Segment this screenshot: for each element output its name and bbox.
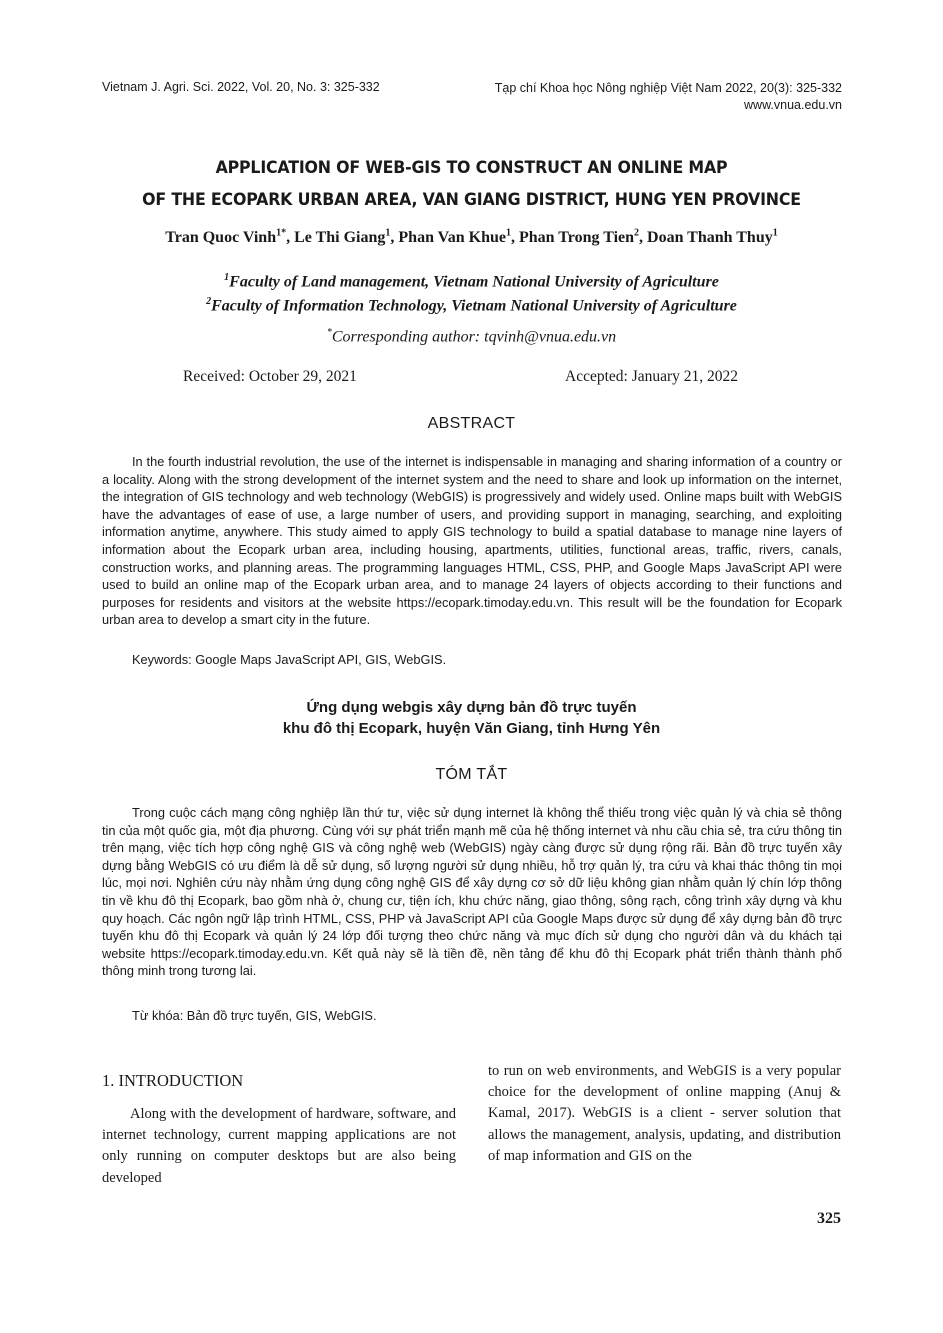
vietnamese-title-line1: Ứng dụng webgis xây dựng bản đồ trực tuyến (306, 699, 637, 716)
author: Doan Thanh Thuy$^1$ (647, 228, 778, 247)
paper-title-line2: OF THE ECOPARK URBAN AREA, VAN GIANG DISTRICT, HUNG YEN PROVINCE (142, 190, 801, 210)
journal-citation-en: Vietnam J. Agri. Sci. 2022, Vol. 20, No. 3: 325-332 (102, 80, 380, 94)
journal-citation-vn-line: Tạp chí Khoa học Nông nghiệp Việt Nam 2022, 20(3): 325-332 (494, 81, 842, 95)
author: Phan Trong Tien$^2$, (519, 228, 648, 247)
paper-title-line1: APPLICATION OF WEB-GIS TO CONSTRUCT AN ONLINE MAP (215, 158, 728, 178)
vietnamese-title-line2: khu đô thị Ecopark, huyện Văn Giang, tỉnh Hưng Yên (282, 720, 661, 737)
affiliation-1: $^1$Faculty of Land management, Vietnam National University of Agriculture (224, 272, 719, 291)
paper-title (33, 152, 910, 216)
intro-left-column: Along with the development of hardware, software, and internet technology, current mapping applications are not only running on computer desktops but are also being developed (102, 1106, 456, 1186)
section-heading: 1. INTRODUCTION (102, 1071, 244, 1090)
abstract-text: In the fourth industrial revolution, the use of the internet is indispensable in managing and sharing information of a country or a locality. Along with the strong development of the internet system and the need to share and look up information on the internet, the integration of GIS technology and web technology (WebGIS) is progressively and widely used. Online maps built with WebGIS have the advantages of ease of use, a large number of users, and providing support in managing, searching, and exploiting information anytime, anywhere. This study aimed to apply GIS technology to build a spatial database to manage nine layers of information about the Ecopark urban area, including housing, apartments, utilities, functional areas, traffic, rivers, canals, construction works, and planning areas. The programming languages HTML, CSS, PHP, and Google Maps JavaScript API were used to build an online map of the Ecopark urban area, and to manage 24 layers of objects according to their functions and purposes for residents and visitors at the website https://ecopark.timoday.edu.vn. This result will be the foundation for Ecopark urban area to develop a smart city in the future. (102, 454, 842, 628)
summary-heading: TÓM TẮT (435, 766, 508, 783)
affiliations (0, 268, 943, 317)
abstract-heading: ABSTRACT (427, 415, 516, 432)
author: Le Thi Giang$^1$, (294, 228, 399, 247)
summary-keywords: Từ khóa: Bản đồ trực tuyến, GIS, WebGIS. (132, 1008, 377, 1023)
journal-citation-vn (495, 80, 842, 114)
page-number: 325 (817, 1210, 841, 1227)
summary-text: Trong cuộc cách mạng công nghiệp lần thứ tư, việc sử dụng internet là không thể thiếu trong việc quản lý và chia sẻ thông tin của một quốc gia, một địa phương. Cùng với sự phát triển mạnh mẽ của hệ thống internet và nhu cầu chia sẻ, tra cứu thông tin trên mạng, việc tích hợp công nghệ GIS và công nghệ web (WebGIS) ngày càng được sử dụng rộng rãi. Bản đồ trực tuyến xây dựng bằng WebGIS có ưu điểm là dễ sử dụng, số lượng người sử dụng nhiều, hỗ trợ quản lý, tra cứu và khai thác thông tin mọi lúc, mọi nơi. Nghiên cứu này nhằm ứng dụng công nghệ GIS để xây dựng cơ sở dữ liệu không gian nhằm quản lý chín lớp thông tin về khu đô thị Ecopark, bao gồm nhà ở, chung cư, tiện ích, khu chức năng, giao thông, sông rạch, công trình xây dựng và khu quy hoạch. Các ngôn ngữ lập trình HTML, CSS, PHP và JavaScript API của Google Maps được sử dụng để xây dựng bản đồ trực tuyến khu đô thị Ecopark và quản lý 24 lớp đối tượng theo chức năng và mục đích sử dụng cho người dân và du khách tại website https://ecopark.timoday.edu.vn. Kết quả này sẽ là tiền đề, nền tảng để khu đô thị Ecopark phát triển thành thành phố thông minh trong tương lai. (102, 805, 842, 979)
vietnamese-title (0, 697, 943, 739)
accepted-date: Accepted: January 21, 2022 (565, 368, 739, 385)
intro-right-column: to run on web environments, and WebGIS is a very popular choice for the development of online mapping (Anuj & Kamal, 2017). WebGIS is a client - server solution that allows the management, analysis, updating, and distribution of map information and GIS on the (488, 1063, 841, 1164)
author-list (0, 228, 943, 247)
author: Tran Quoc Vinh$^{1*}$, (165, 228, 295, 247)
corresponding-author: *Corresponding author: tqvinh@vnua.edu.vn (326, 327, 617, 346)
received-date: Received: October 29, 2021 (183, 368, 357, 385)
author: Phan Van Khue$^1$, (398, 228, 519, 247)
journal-website: www.vnua.edu.vn (744, 98, 842, 112)
abstract-keywords: Keywords: Google Maps JavaScript API, GIS, WebGIS. (132, 652, 447, 667)
affiliation-2: $^2$Faculty of Information Technology, Vietnam National University of Agriculture (206, 296, 737, 315)
